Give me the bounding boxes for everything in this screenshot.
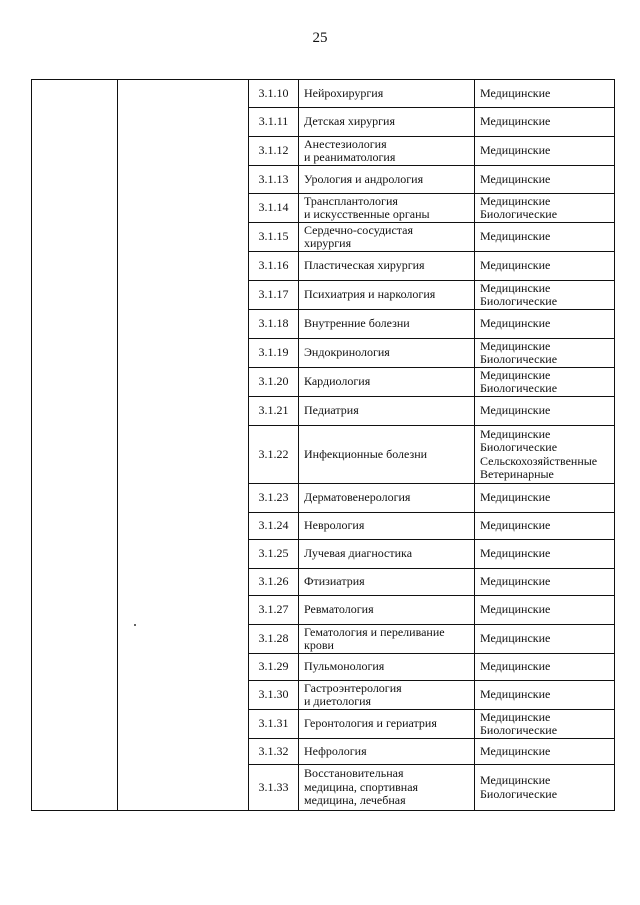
science-branch: Ветеринарные — [480, 467, 554, 481]
specialty-name — [299, 339, 475, 368]
specialty-name-line: Гематология и переливание — [304, 624, 445, 639]
specialty-name — [299, 513, 475, 540]
specialty-code: 3.1.12 — [249, 137, 299, 166]
science-branches — [475, 765, 615, 811]
specialty-name-line: Пластическая хирургия — [304, 258, 425, 273]
science-branch: Медицинские — [480, 280, 551, 295]
specialty-code: 3.1.17 — [249, 281, 299, 310]
science-branch: Сельскохозяйственные — [480, 453, 598, 468]
stray-mark — [134, 624, 136, 626]
science-branches — [475, 569, 615, 596]
specialty-code: 3.1.21 — [249, 397, 299, 426]
specialty-name — [299, 223, 475, 252]
science-branches — [475, 166, 615, 194]
science-branch: Биологические — [480, 352, 558, 366]
specialty-code: 3.1.14 — [249, 194, 299, 223]
specialty-name-line: Восстановительная — [304, 766, 404, 781]
specialty-code: 3.1.33 — [249, 765, 299, 811]
specialty-name-line: Неврология — [304, 518, 365, 533]
science-branch: Биологические — [480, 786, 558, 801]
science-branches — [475, 654, 615, 681]
specialty-name-line: Нейрохирургия — [304, 85, 384, 100]
specialty-name-line: Ревматология — [304, 602, 374, 617]
table-row — [32, 80, 615, 108]
specialty-name — [299, 368, 475, 397]
specialty-code: 3.1.28 — [249, 625, 299, 654]
specialty-code: 3.1.22 — [249, 426, 299, 484]
science-branches — [475, 223, 615, 252]
specialty-code: 3.1.31 — [249, 710, 299, 739]
specialty-name — [299, 625, 475, 654]
specialty-name-line: хирургия — [304, 236, 352, 250]
science-branches — [475, 739, 615, 765]
science-branches — [475, 513, 615, 540]
specialty-name — [299, 654, 475, 681]
specialty-name-line: и искусственные органы — [304, 207, 430, 221]
science-branch: Медицинские — [480, 316, 551, 331]
science-branch: Биологические — [480, 207, 558, 221]
table-body — [32, 80, 615, 811]
specialty-name-line: Гастроэнтерология — [304, 680, 402, 695]
specialty-code: 3.1.16 — [249, 252, 299, 281]
specialty-name-line: Кардиология — [304, 374, 371, 389]
science-branches — [475, 194, 615, 223]
science-branch: Медицинские — [480, 490, 551, 505]
science-branches — [475, 108, 615, 137]
science-branches — [475, 252, 615, 281]
specialty-name-line: и реаниматология — [304, 150, 396, 164]
specialty-name-line: Урология и андрология — [304, 171, 424, 186]
specialty-code: 3.1.19 — [249, 339, 299, 368]
science-branches — [475, 625, 615, 654]
specialty-name-line: медицина, спортивная — [304, 779, 419, 794]
science-branch: Медицинские — [480, 743, 551, 758]
science-branch: Биологические — [480, 294, 558, 308]
subgroup-cell — [118, 80, 249, 811]
specialty-name-line: Фтизиатрия — [304, 574, 365, 589]
specialty-code: 3.1.30 — [249, 681, 299, 710]
science-branch: Медицинские — [480, 659, 551, 674]
group-cell — [32, 80, 118, 811]
specialty-name — [299, 80, 475, 108]
specialty-name-line: Психиатрия и наркология — [304, 287, 436, 302]
science-branches — [475, 80, 615, 108]
specialty-name — [299, 166, 475, 194]
science-branch: Медицинские — [480, 171, 551, 186]
science-branch: Медицинские — [480, 193, 551, 208]
specialty-code: 3.1.24 — [249, 513, 299, 540]
specialty-name — [299, 710, 475, 739]
specialty-code: 3.1.29 — [249, 654, 299, 681]
specialty-code: 3.1.18 — [249, 310, 299, 339]
specialty-code: 3.1.32 — [249, 739, 299, 765]
science-branches — [475, 426, 615, 484]
science-branches — [475, 310, 615, 339]
specialty-name — [299, 426, 475, 484]
specialty-name — [299, 310, 475, 339]
specialty-code: 3.1.27 — [249, 596, 299, 625]
specialty-name-line: крови — [304, 638, 334, 652]
science-branch: Медицинские — [480, 367, 551, 382]
specialty-code: 3.1.11 — [249, 108, 299, 137]
specialty-code: 3.1.13 — [249, 166, 299, 194]
specialty-name-line: Дерматовенерология — [304, 490, 411, 505]
specialty-name — [299, 484, 475, 513]
specialty-name-line: Инфекционные болезни — [304, 446, 428, 461]
science-branch: Медицинские — [480, 403, 551, 418]
science-branches — [475, 281, 615, 310]
science-branch: Медицинские — [480, 338, 551, 353]
science-branches — [475, 681, 615, 710]
specialty-name — [299, 194, 475, 223]
specialty-name — [299, 681, 475, 710]
specialty-name — [299, 596, 475, 625]
specialty-name — [299, 739, 475, 765]
science-branch: Биологические — [480, 440, 558, 454]
specialty-name — [299, 397, 475, 426]
science-branches — [475, 339, 615, 368]
science-branch: Медицинские — [480, 687, 551, 702]
science-branches — [475, 137, 615, 166]
specialty-name — [299, 281, 475, 310]
science-branch: Медицинские — [480, 426, 551, 441]
specialty-name-line: Нефрология — [304, 743, 367, 758]
science-branch: Биологические — [480, 723, 558, 737]
specialty-name — [299, 252, 475, 281]
science-branches — [475, 596, 615, 625]
specialty-name — [299, 108, 475, 137]
science-branch: Медицинские — [480, 773, 551, 787]
specialty-code: 3.1.20 — [249, 368, 299, 397]
science-branch: Медицинские — [480, 709, 551, 724]
specialty-name-line: Детская хирургия — [304, 114, 395, 129]
specialty-name-line: Эндокринология — [304, 345, 390, 360]
specialty-name-line: Педиатрия — [304, 403, 359, 418]
specialty-code: 3.1.23 — [249, 484, 299, 513]
science-branches — [475, 540, 615, 569]
specialty-name-line: и диетология — [304, 694, 372, 708]
specialty-name-line: Пульмонология — [304, 659, 385, 674]
science-branch: Медицинские — [480, 229, 551, 244]
science-branches — [475, 484, 615, 513]
specialties-table — [31, 79, 615, 811]
science-branches — [475, 710, 615, 739]
science-branch: Медицинские — [480, 114, 551, 129]
specialty-name — [299, 569, 475, 596]
specialty-code: 3.1.26 — [249, 569, 299, 596]
specialty-name-line: Геронтология и гериатрия — [304, 716, 437, 731]
science-branch: Медицинские — [480, 258, 551, 273]
specialty-name-line: Трансплантология — [304, 193, 398, 208]
specialty-name-line: медицина, лечебная — [304, 793, 406, 808]
science-branches — [475, 397, 615, 426]
science-branch: Медицинские — [480, 602, 551, 617]
specialty-name-line: Анестезиология — [304, 136, 387, 151]
specialty-code: 3.1.25 — [249, 540, 299, 569]
page-number: 25 — [312, 30, 328, 46]
science-branch: Медицинские — [480, 631, 551, 646]
science-branch: Биологические — [480, 381, 558, 395]
science-branch: Медицинские — [480, 546, 551, 561]
specialty-name — [299, 540, 475, 569]
specialty-name — [299, 765, 475, 811]
specialty-name-line: Лучевая диагностика — [304, 546, 413, 561]
specialty-name — [299, 137, 475, 166]
specialty-code: 3.1.10 — [249, 80, 299, 108]
specialty-code: 3.1.15 — [249, 223, 299, 252]
science-branch: Медицинские — [480, 85, 551, 100]
specialty-name-line: Внутренние болезни — [304, 316, 410, 331]
science-branch: Медицинские — [480, 574, 551, 589]
specialty-name-line: Сердечно-сосудистая — [304, 222, 414, 237]
science-branch: Медицинские — [480, 518, 551, 533]
science-branches — [475, 368, 615, 397]
science-branch: Медицинские — [480, 143, 551, 158]
